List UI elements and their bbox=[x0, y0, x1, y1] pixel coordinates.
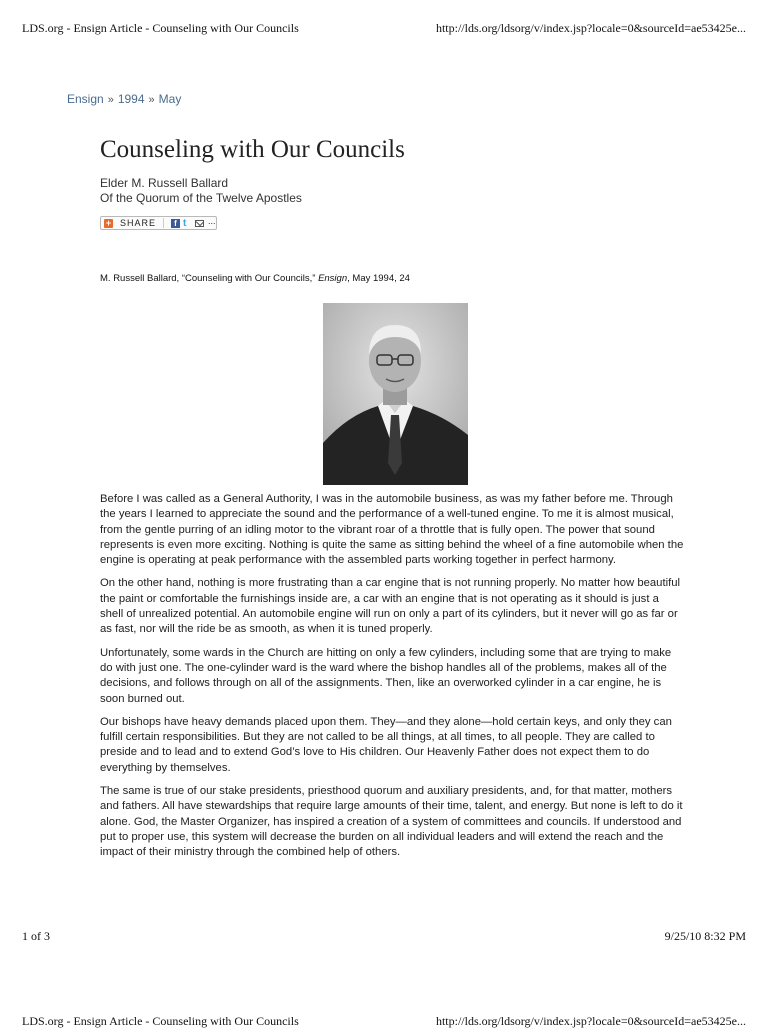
article-paragraph: The same is true of our stake presidents, priesthood quorum and auxiliary presidents, and, for that matter, mothers and fathers. All have stewardships that require large amounts of their time, talent, and energy. But none is left to do it alone. God, the Master Organizer, has inspired a creation of a system of committees and councils. If understood and put to proper use, this system will decrease the burden on all individual leaders and will extend the reach and the impact of their ministry through the combined help of others. bbox=[100, 785, 683, 859]
next-page-header-url: http://lds.org/ldsorg/v/index.jsp?locale=0&sourceId=ae53425e... bbox=[435, 1014, 746, 1028]
more-share-icon[interactable]: ... bbox=[208, 216, 216, 226]
page-number: 1 of 3 bbox=[22, 929, 50, 943]
article-paragraph: Before I was called as a General Authority, I was in the automobile business, as was my father before me. Through the years I learned to appreciate the sound and the performance of a well-tuned engine. To me it is almost musical, from the gentle purring of an idling motor to the vibrant roar of a throttle that is fully open. The power that sound represents is even more exciting. Nothing is quite the same as sitting behind the wheel of a fine automobile when the engine is operating at peak performance with the assembled parts working together in perfect harmony. bbox=[100, 493, 684, 567]
article-title: Counseling with Our Councils bbox=[100, 136, 405, 163]
share-label: SHARE bbox=[120, 218, 157, 228]
citation-prefix: M. Russell Ballard, “Counseling with Our Councils,” bbox=[100, 273, 319, 284]
citation-suffix: , May 1994, 24 bbox=[347, 273, 410, 284]
author-name: Elder M. Russell Ballard bbox=[100, 176, 229, 190]
email-icon[interactable] bbox=[195, 220, 204, 227]
breadcrumb-year[interactable]: 1994 bbox=[117, 92, 145, 106]
print-header-url: http://lds.org/ldsorg/v/index.jsp?locale=0&sourceId=ae53425e... bbox=[435, 21, 746, 35]
breadcrumb-separator: » bbox=[107, 94, 114, 106]
next-page-header-title: LDS.org - Ensign Article - Counseling with Our Councils bbox=[22, 1014, 299, 1028]
twitter-icon[interactable]: t bbox=[183, 218, 187, 229]
plus-icon: + bbox=[105, 218, 112, 228]
citation bbox=[100, 273, 410, 284]
print-datetime: 9/25/10 8:32 PM bbox=[664, 929, 746, 943]
author-position: Of the Quorum of the Twelve Apostles bbox=[100, 191, 302, 205]
share-divider bbox=[163, 218, 164, 228]
share-button[interactable] bbox=[100, 216, 217, 230]
print-header-title: LDS.org - Ensign Article - Counseling with Our Councils bbox=[22, 21, 299, 35]
portrait-photo bbox=[323, 303, 468, 485]
breadcrumb-month[interactable]: May bbox=[158, 92, 182, 106]
article-paragraph: Unfortunately, some wards in the Church are hitting on only a few cylinders, including some that are trying to make do with just one. The one-cylinder ward is the ward where the bishop handles all of the problems, makes all of the decisions, and follows through on all of the assignments. Then, like an overworked cylinder in a car engine, he is soon burned out. bbox=[100, 646, 672, 705]
article-paragraph: Our bishops have heavy demands placed upon them. They—and they alone—hold certain keys, and only they can fulfill certain responsibilities. But they are not called to be all things, at all times, to all people. They are called to preside and to lead and to extend God’s love to His children. Our Heavenly Father does not expect them to do everything by themselves. bbox=[100, 715, 672, 774]
breadcrumb-separator: » bbox=[148, 94, 155, 106]
facebook-icon[interactable]: f bbox=[171, 219, 180, 228]
author-portrait bbox=[323, 303, 468, 485]
citation-publication: Ensign bbox=[318, 273, 348, 284]
author-block bbox=[100, 176, 302, 206]
article-body bbox=[100, 492, 685, 869]
article-paragraph: On the other hand, nothing is more frustrating than a car engine that is not running properly. No matter how beautiful the paint or comfortable the furnishings inside are, a car with an engine that is not operating as it should is just a shell of unrealized potential. An automobile engine will run on only a part of its cylinders, but it never will go as far or as fast, nor will the ride be as smooth, as when it is tuned properly. bbox=[100, 577, 681, 636]
breadcrumb-ensign[interactable]: Ensign bbox=[67, 92, 104, 106]
breadcrumb bbox=[67, 92, 181, 106]
